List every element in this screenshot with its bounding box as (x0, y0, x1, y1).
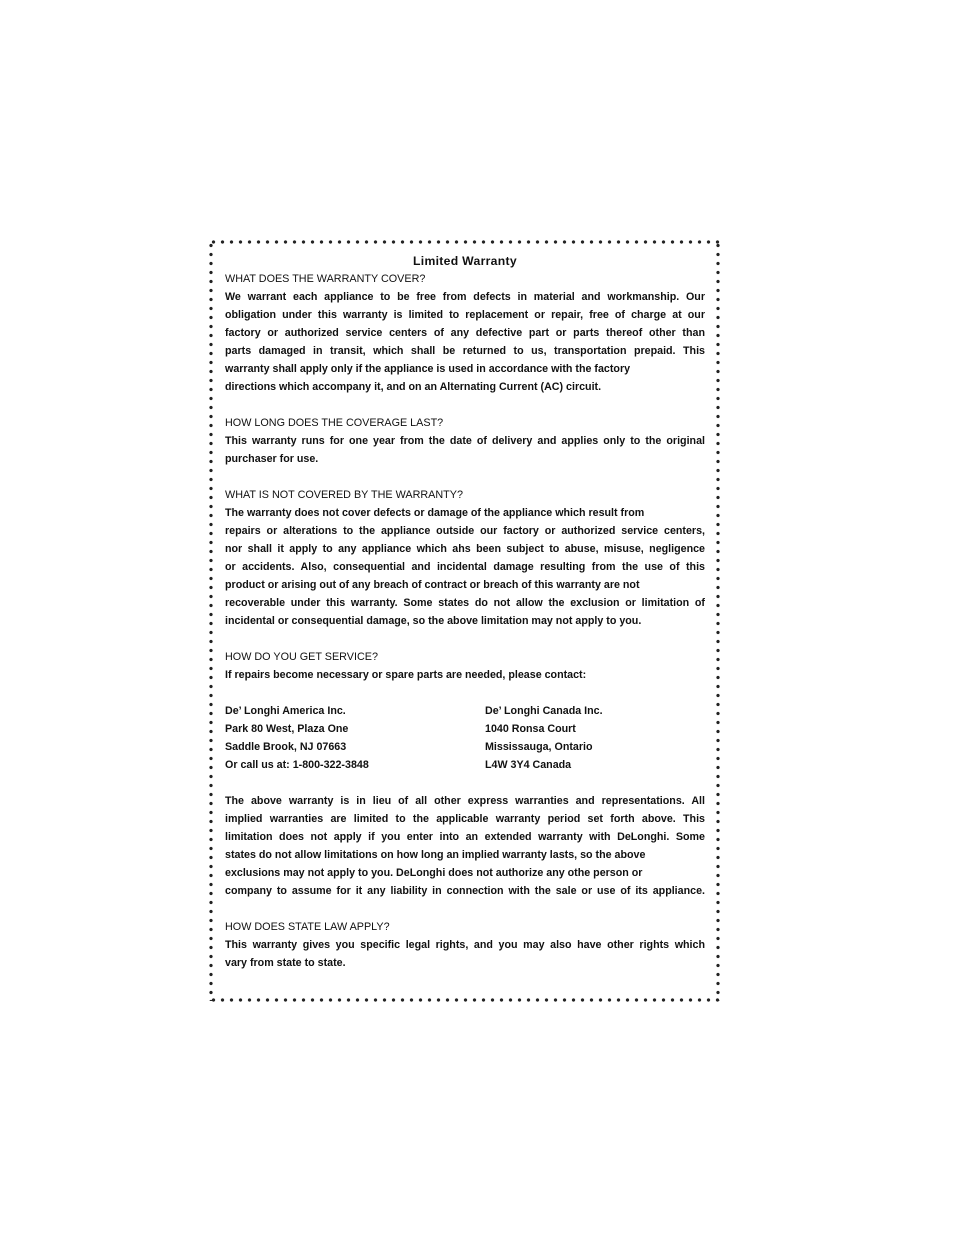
text-line: The above warranty is in lieu of all other express warranties and representations. All (225, 795, 705, 807)
contact-america-phone: Or call us at: 1-800-322-3848 (225, 759, 369, 771)
text-line: obligation under this warranty is limited to replacement or repair, free of charge at our (225, 309, 705, 321)
text-line: exclusions may not apply to you. DeLonghi does not authorize any othe person or (225, 867, 643, 879)
section-heading-coverage: WHAT DOES THE WARRANTY COVER? (225, 273, 426, 285)
text-line: or accidents. Also, consequential and incidental damage resulting from the use of this (225, 561, 705, 573)
contact-america-street: Park 80 West, Plaza One (225, 723, 349, 735)
text-line: directions which accompany it, and on an Alternating Current (AC) circuit. (225, 381, 602, 393)
text-line: factory or authorized service centers of any defective part or parts thereof other than (225, 327, 705, 339)
contact-canada (485, 702, 705, 774)
dotted-border-bottom (209, 998, 720, 1002)
contact-canada-street: 1040 Ronsa Court (485, 723, 576, 735)
contact-canada-city: Mississauga, Ontario (485, 741, 593, 753)
dotted-border-left (209, 241, 213, 1001)
implied-warranty-paragraph (225, 792, 705, 900)
text-line: company to assume for it any liability in connection with the sale or use of its appliance. (225, 885, 705, 897)
text-line: We warrant each appliance to be free from defects in material and workmanship. Our (225, 291, 705, 303)
warranty-box (205, 237, 724, 1005)
text-line: The warranty does not cover defects or damage of the appliance which result from (225, 507, 645, 519)
section-body-coverage (225, 288, 705, 396)
section-heading-service: HOW DO YOU GET SERVICE? (225, 651, 378, 663)
contact-america-city: Saddle Brook, NJ 07663 (225, 741, 347, 753)
text-line: If repairs become necessary or spare parts are needed, please contact: (225, 669, 587, 681)
text-line: This warranty gives you specific legal rights, and you may also have other rights which (225, 939, 705, 951)
section-heading-exclusions: WHAT IS NOT COVERED BY THE WARRANTY? (225, 489, 463, 501)
text-line: recoverable under this warranty. Some states do not allow the exclusion or limitation of (225, 597, 705, 609)
text-line: states do not allow limitations on how long an implied warranty lasts, so the above (225, 849, 646, 861)
text-line: repairs or alterations to the appliance outside our factory or authorized service centers, (225, 525, 705, 537)
text-line: nor shall it apply to any appliance which ahs been subject to abuse, misuse, negligence (225, 543, 705, 555)
warranty-title: Limited Warranty (413, 254, 517, 268)
warranty-content (225, 252, 705, 972)
contact-canada-company: De’ Longhi Canada Inc. (485, 705, 603, 717)
section-heading-state-law: HOW DOES STATE LAW APPLY? (225, 921, 390, 933)
text-line: warranty shall apply only if the appliance is used in accordance with the factory (225, 363, 631, 375)
dotted-border-right (716, 241, 720, 1001)
text-line: product or arising out of any breach of contract or breach of this warranty are not (225, 579, 640, 591)
dotted-border-top (209, 240, 720, 244)
section-body-service (225, 666, 705, 684)
text-line: This warranty runs for one year from the date of delivery and applies only to the original (225, 435, 705, 447)
contact-america (225, 702, 485, 774)
section-body-duration (225, 432, 705, 468)
section-body-exclusions (225, 504, 705, 630)
text-line: implied warranties are limited to the applicable warranty period set forth above. This (225, 813, 705, 825)
text-line: parts damaged in transit, which shall be returned to us, transportation prepaid. This (225, 345, 705, 357)
contact-canada-postal: L4W 3Y4 Canada (485, 759, 572, 771)
text-line: limitation does not apply if you enter into an extended warranty with DeLonghi. Some (225, 831, 705, 843)
text-line: purchaser for use. (225, 453, 319, 465)
text-line: incidental or consequential damage, so the above limitation may not apply to you. (225, 615, 642, 627)
text-line: vary from state to state. (225, 957, 346, 969)
contact-america-company: De’ Longhi America Inc. (225, 705, 346, 717)
section-body-state-law (225, 936, 705, 972)
contact-addresses (225, 702, 705, 774)
section-heading-duration: HOW LONG DOES THE COVERAGE LAST? (225, 417, 444, 429)
